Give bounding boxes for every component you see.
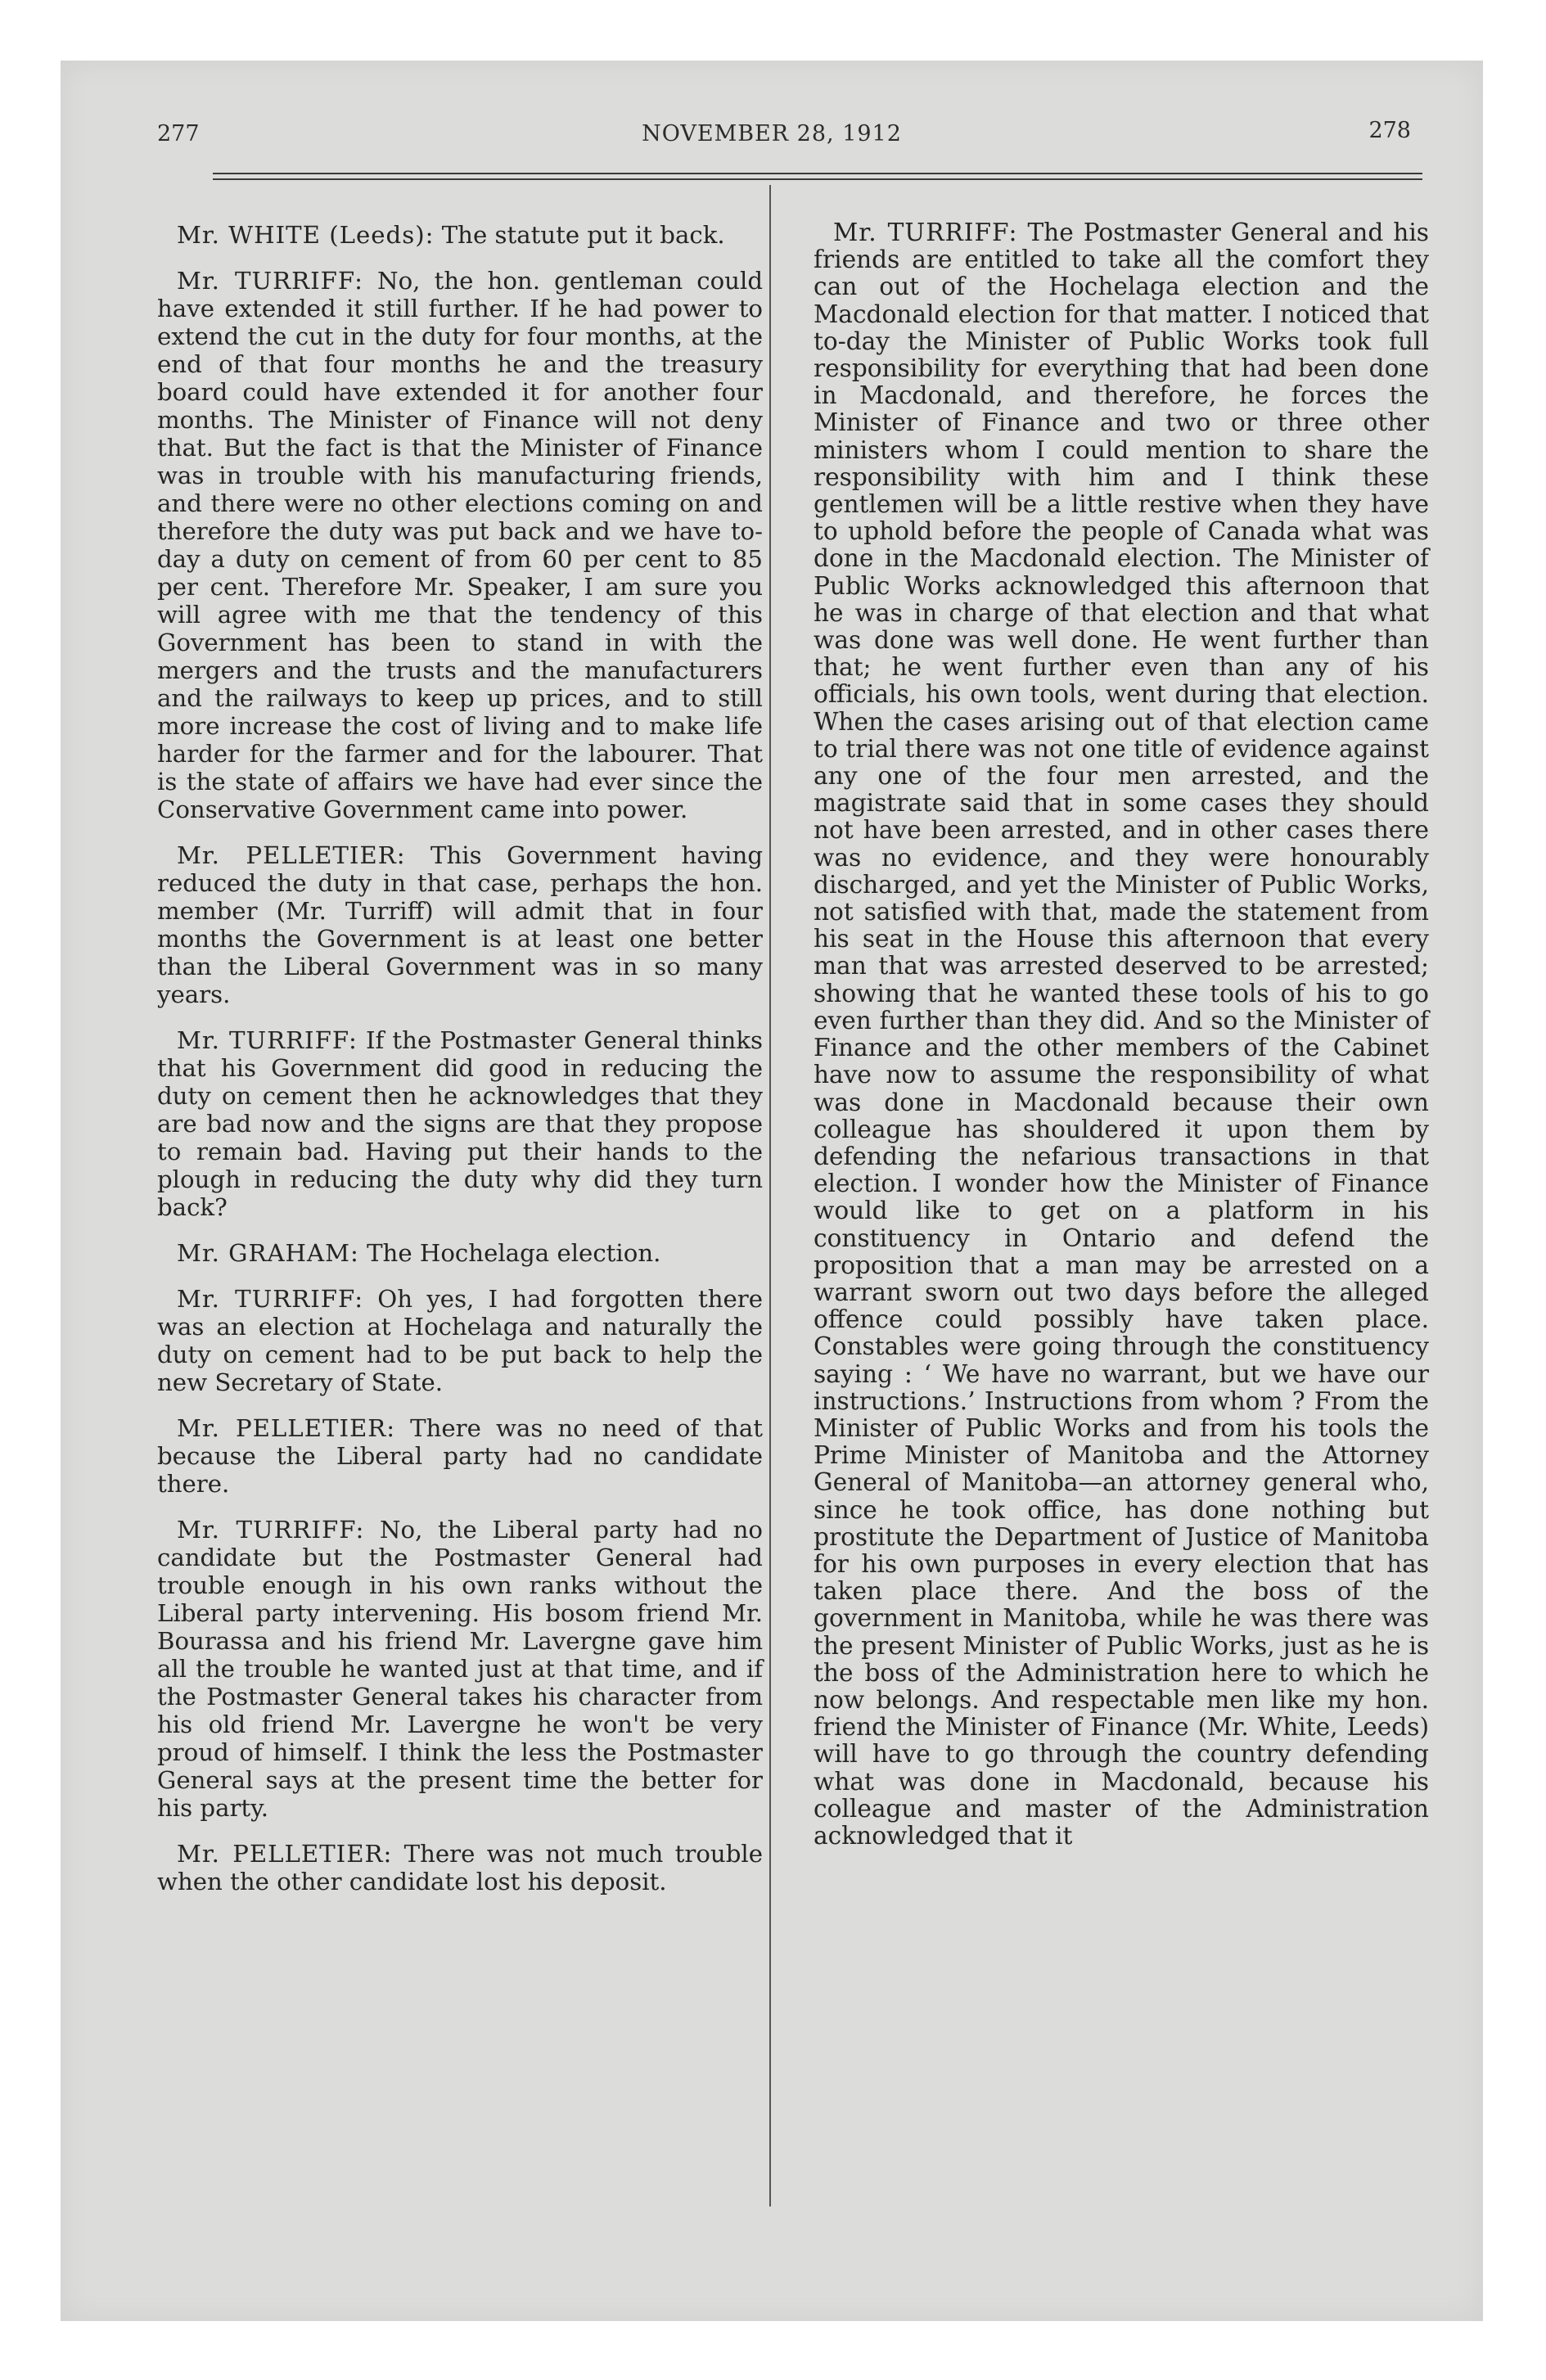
speaker-name: Mr. TURRIFF: (177, 1026, 358, 1054)
speech-text: This Government having reduced the duty in that case, perhaps the hon. member (Mr. Turriff) will admit that in four months the Government is at least one better than the Liberal Government was in so many years. (157, 841, 763, 1008)
speech-text: No, the hon. gentleman could have extended it still further. If he had power to extend the cut in the duty for four months, at the end of that four months he and the treasury board could have extended it for another four months. The Minister of Finance will not deny that. But the fact is that the Minister of Finance was in trouble with his manufacturing friends, and there were no other elections coming on and therefore the duty was put back and we have to-day a duty on cement of from 60 per cent to 85 per cent. Therefore Mr. Speaker, I am sure you will agree with me that the tendency of this Government has been to stand in with the mergers and the trusts and the manufacturers and the railways to keep up prices, and to still more increase the cost of living and to make life harder for the farmer and for the labourer. That is the state of affairs we have had ever since the Conservative Government came into power. (157, 267, 763, 823)
speaker-name: Mr. PELLETIER: (177, 1840, 393, 1868)
speaker-name: Mr. TURRIFF: (833, 219, 1018, 246)
page-number-left: 277 (157, 121, 200, 146)
header-date: NOVEMBER 28, 1912 (642, 121, 902, 146)
left-column (157, 221, 763, 1913)
speech-text: There was no need of that because the Liberal party had no candidate there. (157, 1414, 763, 1498)
column-divider (769, 185, 771, 2206)
speaker-name: Mr. WHITE (Leeds): (177, 221, 435, 249)
header-double-rule (213, 173, 1422, 180)
speech-text: There was not much trouble when the other candidate lost his deposit. (157, 1840, 763, 1895)
paragraph (157, 1840, 763, 1895)
page-sheet (61, 61, 1483, 2321)
speech-text: The Postmaster General and his friends are entitled to take all the comfort they can out of the Hochelaga election and the Macdonald election for that matter. I noticed that to-day the Minister of Public Works took full responsibility for everything that had been done in Macdonald, and therefore, he forces the Minister of Finance and two or three other ministers whom I could mention to share the responsibility with him and I think these gentlemen will be a little restive when they have to uphold before the people of Canada what was done in the Macdonald election. The Minister of Public Works acknowledged this afternoon that he was in charge of that election and that what was done was well done. He went further than that; he went further even than any of his officials, his own tools, went during that election. When the cases arising out of that election came to trial there was not one title of evidence against any one of the four men arrested, and the magistrate said that in some cases they should not have been arrested, and in other cases there was no evidence, and they were honourably discharged, and yet the Minister of Public Works, not satisfied with that, made the statement from his seat in the House this afternoon that every man that was arrested deserved to be arrested; showing that he wanted these tools of his to go even further than they did. And so the Minister of Finance and the other members of the Cabinet have now to assume the responsibility of what was done in Macdonald because their own colleague has shouldered it upon them by defending the nefarious transactions in that election. I wonder how the Minister of Finance would like to get on a platform in his constituency in Ontario and defend the proposition that a man may be arrested on a warrant sworn out two days before the alleged offence could possibly have taken place. Constables were going through the constituency saying : ‘ We have no warrant, but we have our instructions.’ Instructions from whom ? From the Minister of Public Works and from his tools the Prime Minister of Manitoba and the Attorney General of Manitoba—an attorney general who, since he took office, has done nothing but prostitute the Department of Justice of Manitoba for his own purposes in every election that has taken place there. And the boss of the government in Manitoba, while he was there was the present Minister of Public Works, just as he is the boss of the Administration here to which he now belongs. And respectable men like my hon. friend the Minister of Finance (Mr. White, Leeds) will have to go through the country defending what was done in Macdonald, because his colleague and master of the Administration acknowledged that it (814, 219, 1429, 1850)
paragraph (157, 1239, 763, 1267)
speaker-name: Mr. GRAHAM: (177, 1239, 359, 1267)
speaker-name: Mr. TURRIFF: (177, 1516, 365, 1544)
speech-text: Oh yes, I had forgotten there was an election at Hochelaga and naturally the duty on cement had to be put back to help the new Secretary of State. (157, 1285, 763, 1396)
speech-text: The Hochelaga election. (358, 1239, 661, 1267)
speaker-name: Mr. TURRIFF: (177, 1285, 364, 1313)
speaker-name: Mr. PELLETIER: (177, 841, 406, 869)
page-header (61, 118, 1483, 159)
right-column (814, 219, 1429, 1868)
speaker-name: Mr. TURRIFF: (177, 267, 363, 295)
speech-text: No, the Liberal party had no candidate but the Postmaster General had trouble enough in his own ranks without the Liberal party intervening. His bosom friend Mr. Bourassa and his friend Mr. Lavergne gave him all the trouble he wanted just at that time, and if the Postmaster General takes his character from his old friend Mr. Lavergne he won't be very proud of himself. I think the less the Postmaster General says at the present time the better for his party. (157, 1516, 764, 1822)
paragraph (157, 1414, 763, 1498)
paragraph (157, 1026, 763, 1221)
paragraph (814, 219, 1429, 1850)
paragraph (157, 1285, 763, 1396)
page-number-right: 278 (1368, 118, 1411, 143)
paragraph (157, 267, 763, 823)
speech-text: If the Postmaster General thinks that his Government did good in reducing the duty on cement then he acknowledges that they are bad now and the signs are that they propose to remain bad. Having put their hands to the plough in reducing the duty why did they turn back? (157, 1026, 763, 1221)
paragraph (157, 1516, 763, 1822)
paragraph (157, 221, 763, 249)
speaker-name: Mr. PELLETIER: (177, 1414, 396, 1442)
speech-text: The statute put it back. (434, 221, 725, 249)
paragraph (157, 841, 763, 1008)
